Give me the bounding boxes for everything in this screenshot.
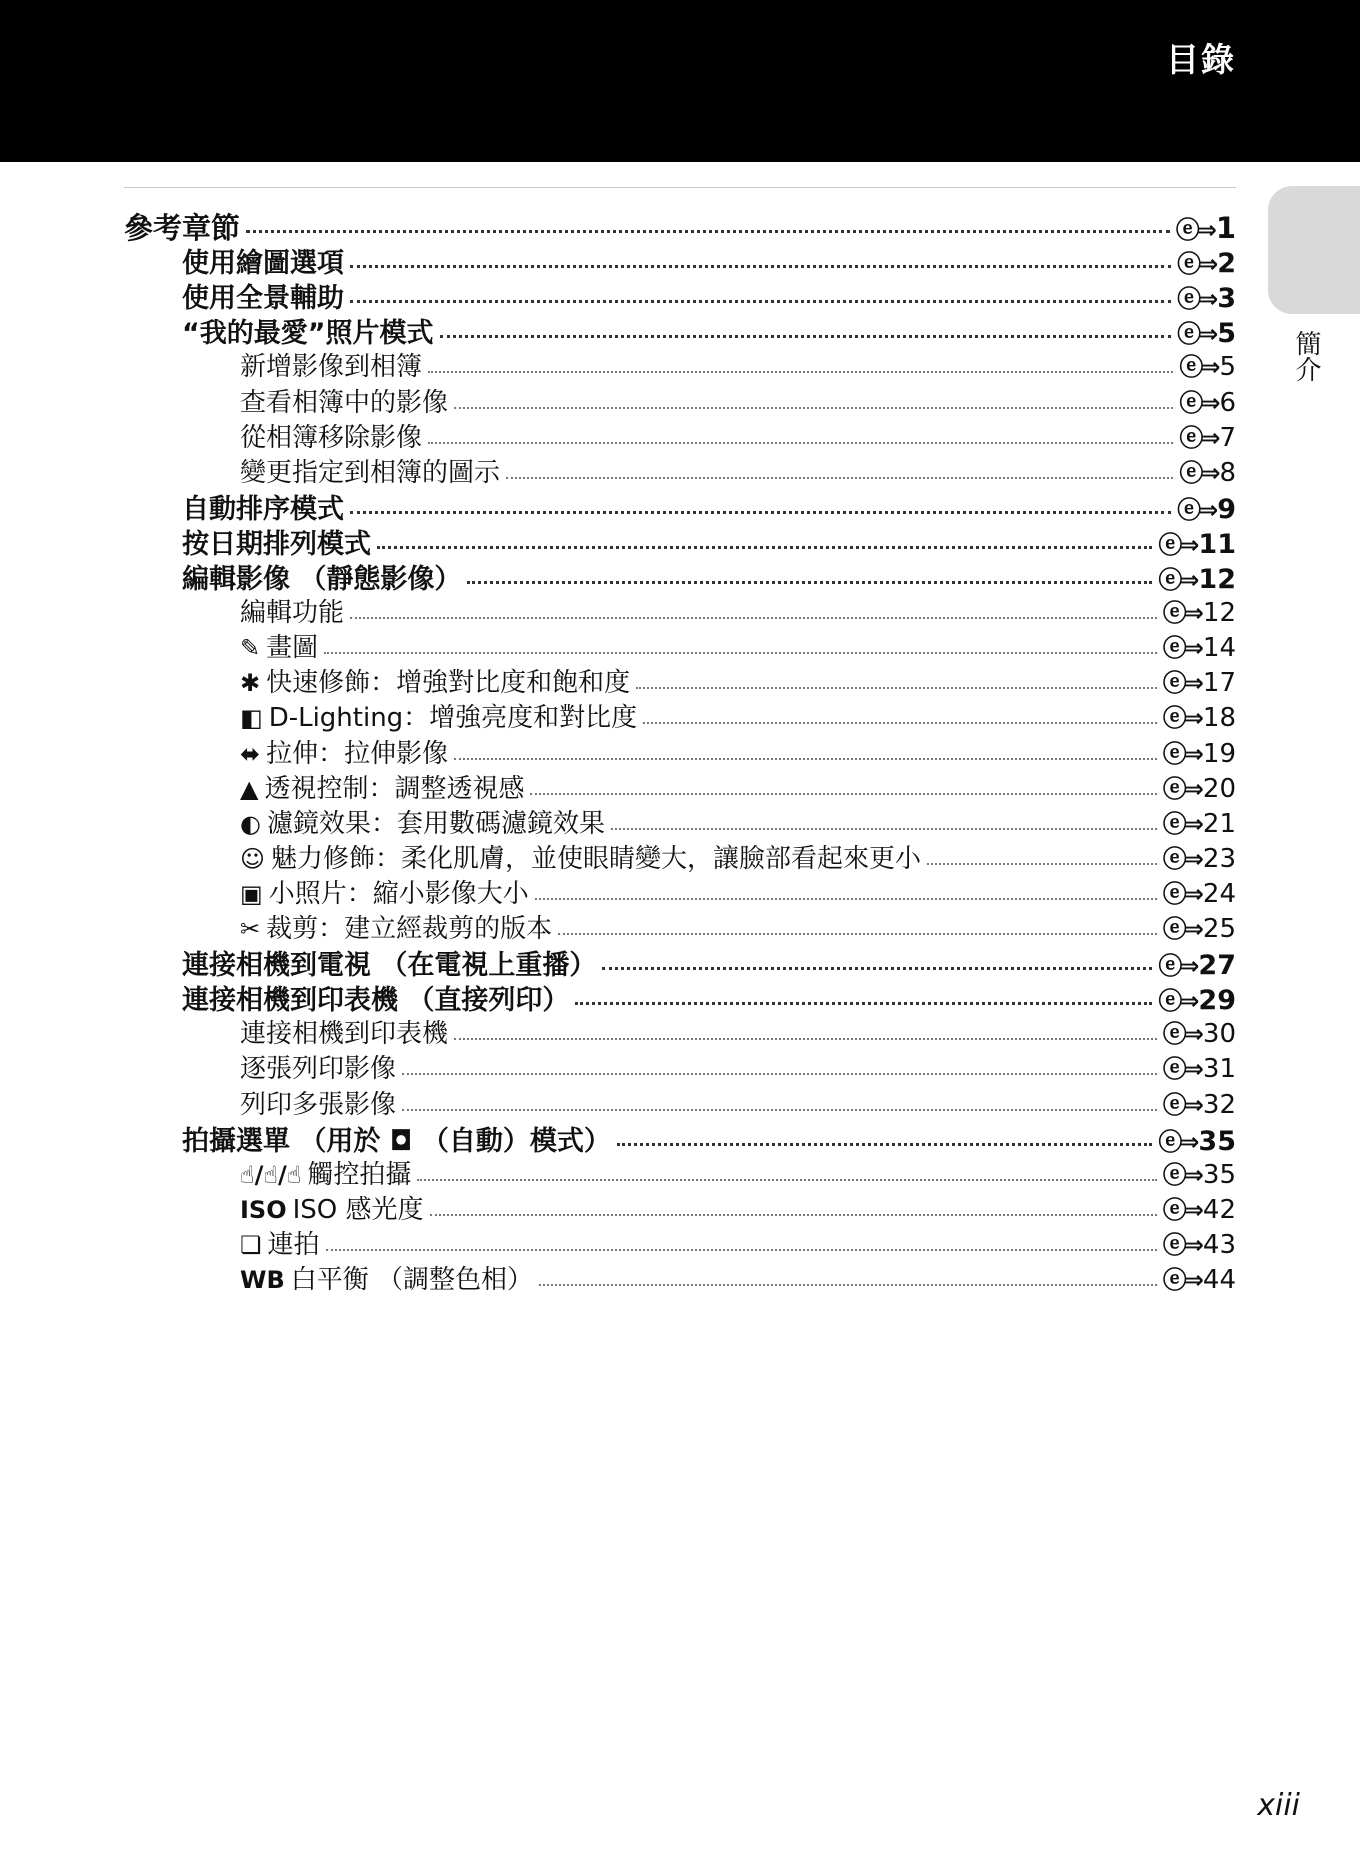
toc-page-number: 21 [1202,809,1236,839]
reference-section-icon: ⓔ⇒ [1158,1128,1197,1156]
toc-entry-page [1177,244,1236,279]
dot-leader [417,1175,1156,1181]
toc-entry-icon: ✱ [240,669,261,697]
toc-entry-page [1163,1225,1236,1260]
toc-page-number: 9 [1217,494,1236,525]
dot-leader [617,1139,1152,1146]
toc-entry[interactable] [182,487,1236,525]
toc-entry-title: 拍攝選單 （用於 ◘ （自動）模式） [182,1126,611,1157]
toc-page-number: 20 [1202,774,1236,804]
toc-entry[interactable] [240,733,1236,768]
toc-entry[interactable] [240,1013,1236,1048]
dot-leader [927,859,1157,865]
toc-page-number: 7 [1219,423,1236,453]
toc-entry[interactable] [182,241,1236,279]
toc-entry[interactable] [240,908,1236,943]
dot-leader [430,1210,1157,1216]
toc-entry-icon: ❏ [240,1231,262,1259]
toc-entry-page [1163,1190,1236,1225]
chapter-tab-label: 簡介 [1291,330,1321,382]
toc-entry[interactable] [240,382,1236,417]
reference-section-icon: ⓔ⇒ [1162,810,1201,838]
toc-entry-icon: ☺ [240,845,266,873]
toc-entry-page [1179,383,1236,418]
dot-leader [246,226,1170,233]
toc-entry-title: 自動排序模式 [182,494,344,525]
toc-entry[interactable] [240,838,1236,873]
toc-entry-title: 連接相機到印表機 （直接列印） [182,985,570,1016]
reference-section-icon: ⓔ⇒ [1162,1231,1201,1259]
toc-entry-page [1176,210,1236,245]
dot-leader [575,998,1152,1005]
toc-entry-title: “我的最愛”照片模式 [182,318,434,349]
toc-entry-title: 畫圖 [266,633,319,663]
toc-entry-page [1158,1122,1236,1157]
dot-leader [350,296,1171,303]
toc-page-number: 18 [1202,703,1236,733]
toc-entry[interactable] [240,873,1236,908]
dot-leader [454,754,1157,760]
toc-entry-page [1177,490,1236,525]
reference-section-icon: ⓔ⇒ [1162,634,1201,662]
toc-entry-icon: ✂ [240,915,261,943]
toc-entry-title: D-Lighting：增強亮度和對比度 [268,703,638,733]
toc-entry[interactable] [240,1048,1236,1083]
toc-entry-title: 濾鏡效果：套用數碼濾鏡效果 [266,809,605,839]
toc-entry[interactable] [240,803,1236,838]
toc-entry-title: 魅力修飾：柔化肌膚，並使眼睛變大，讓臉部看起來更小 [271,844,922,874]
toc-entry-icon: ▲ [240,775,259,803]
dot-leader [402,1105,1157,1111]
toc-entry-icon: ☝/☝/☝ [240,1161,302,1189]
toc-page-number: 2 [1217,248,1236,279]
toc-entry-title: 使用繪圖選項 [182,248,344,279]
toc-page-number: 44 [1202,1265,1236,1295]
dot-leader [377,542,1152,549]
toc-entry-page [1163,1155,1236,1190]
toc-entry-page [1163,593,1236,628]
reference-section-icon: ⓔ⇒ [1158,952,1197,980]
toc-page-number: 19 [1202,739,1236,769]
toc-entry-title: 白平衡 （調整色相） [290,1265,534,1295]
toc-entry-page [1179,418,1236,453]
reference-section-icon: ⓔ⇒ [1162,915,1201,943]
toc-entry[interactable] [182,311,1236,349]
toc-entry-title: 查看相簿中的影像 [240,388,449,418]
toc-entry[interactable] [240,1084,1236,1119]
reference-section-icon: ⓔ⇒ [1175,216,1214,244]
toc-entry-page [1163,734,1236,769]
toc-page-number: 35 [1202,1160,1236,1190]
toc-entry-title: 列印多張影像 [240,1090,397,1120]
toc-entry[interactable] [240,1259,1236,1294]
dot-leader [539,1280,1157,1286]
toc-entry-title: 從相簿移除影像 [240,423,423,453]
dot-leader [530,789,1156,795]
toc-entry-icon: ✎ [240,634,261,662]
dot-leader [467,577,1152,584]
toc-page-number: 12 [1202,598,1236,628]
dot-leader [428,367,1173,373]
toc-entry-title: ISO 感光度 [292,1195,424,1225]
toc-entry[interactable] [240,1224,1236,1259]
toc-page-number: 1 [1215,211,1236,245]
toc-entry-title: 變更指定到相簿的圖示 [240,458,501,488]
toc-page-number: 11 [1198,529,1236,560]
toc-entry-title: 裁剪：建立經裁剪的版本 [266,914,553,944]
chapter-tab[interactable] [1268,186,1360,314]
toc-entry-page [1158,525,1236,560]
toc-page-number: 30 [1202,1019,1236,1049]
toc-entry[interactable] [124,206,1236,245]
toc-page-number: 25 [1202,914,1236,944]
reference-section-icon: ⓔ⇒ [1177,285,1216,313]
toc-entry-page [1163,628,1236,663]
toc-entry-title: 編輯影像 （靜態影像） [182,564,462,595]
toc-page-number: 43 [1202,1230,1236,1260]
dot-leader [558,929,1157,935]
toc-entry-page [1163,839,1236,874]
toc-page-number: 8 [1219,458,1236,488]
dot-leader [636,683,1157,689]
reference-section-icon: ⓔ⇒ [1162,1055,1201,1083]
reference-section-icon: ⓔ⇒ [1162,1020,1201,1048]
toc-entry-title: 連接相機到電視 （在電視上重播） [182,950,597,981]
toc-entry-icon: ◧ [240,704,263,732]
header-bar [0,0,1360,162]
toc-page-number: 5 [1219,352,1236,382]
toc-page-number: 17 [1202,668,1236,698]
toc-page-number: 3 [1217,283,1236,314]
reference-section-icon: ⓔ⇒ [1162,599,1201,627]
toc-entry[interactable] [182,276,1236,314]
reference-section-icon: ⓔ⇒ [1162,775,1201,803]
dot-leader [350,613,1157,619]
dot-leader [506,473,1173,479]
toc-entry-title: 連拍 [267,1230,320,1260]
toc-entry[interactable] [240,697,1236,732]
toc-entry[interactable] [182,978,1236,1016]
toc-entry-page [1163,1085,1236,1120]
toc-entry-page [1158,981,1236,1016]
toc-entry-page [1158,560,1236,595]
reference-section-icon: ⓔ⇒ [1179,459,1218,487]
reference-section-icon: ⓔ⇒ [1158,987,1197,1015]
toc-entry-page [1163,769,1236,804]
toc-entry[interactable] [240,768,1236,803]
dot-leader [454,403,1173,409]
reference-section-icon: ⓔ⇒ [1162,1266,1201,1294]
reference-section-icon: ⓔ⇒ [1177,250,1216,278]
reference-section-icon: ⓔ⇒ [1162,1091,1201,1119]
toc-entry-page [1158,946,1236,981]
toc-entry-page [1163,804,1236,839]
toc-entry-icon: WB [240,1266,285,1294]
reference-section-icon: ⓔ⇒ [1177,320,1216,348]
dot-leader [535,894,1157,900]
reference-section-icon: ⓔ⇒ [1162,1196,1201,1224]
dot-leader [350,261,1171,268]
page-number: xiii [1257,1788,1300,1823]
toc-entry-title: 逐張列印影像 [240,1054,397,1084]
toc-entry[interactable] [182,943,1236,981]
reference-section-icon: ⓔ⇒ [1162,669,1201,697]
toc-entry-title: 觸控拍攝 [307,1160,412,1190]
toc-entry-page [1179,453,1236,488]
toc-entry-page [1163,1014,1236,1049]
page-title: 目錄 [1166,40,1236,79]
toc-entry[interactable] [240,452,1236,487]
toc-entry-title: 拉伸：拉伸影像 [266,739,449,769]
toc-entry[interactable] [182,522,1236,560]
toc-entry-page [1177,279,1236,314]
toc-entry[interactable] [240,417,1236,452]
reference-section-icon: ⓔ⇒ [1162,845,1201,873]
reference-section-icon: ⓔ⇒ [1179,424,1218,452]
toc-entry-title: 小照片：縮小影像大小 [268,879,529,909]
reference-section-icon: ⓔ⇒ [1177,496,1216,524]
toc-page-number: 29 [1198,985,1236,1016]
reference-section-icon: ⓔ⇒ [1162,740,1201,768]
toc-entry[interactable] [240,592,1236,627]
toc-entry[interactable] [182,557,1236,595]
toc-page-number: 6 [1219,388,1236,418]
toc-page-number: 24 [1202,879,1236,909]
toc-entry-page [1163,909,1236,944]
toc-entry-title: 按日期排列模式 [182,529,371,560]
reference-section-icon: ⓔ⇒ [1179,389,1218,417]
toc-page-number: 31 [1202,1054,1236,1084]
dot-leader [428,438,1173,444]
toc-page-number: 14 [1202,633,1236,663]
toc-entry-page [1163,663,1236,698]
dot-leader [611,824,1157,830]
toc-entry[interactable] [240,346,1236,381]
toc-entry-title: 新增影像到相簿 [240,352,423,382]
dot-leader [350,507,1171,514]
toc-entry-title: 連接相機到印表機 [240,1019,449,1049]
toc-entry[interactable] [240,662,1236,697]
reference-section-icon: ⓔ⇒ [1158,566,1197,594]
dot-leader [454,1034,1157,1040]
dot-leader [402,1069,1157,1075]
reference-section-icon: ⓔ⇒ [1162,704,1201,732]
toc-entry-icon: ▣ [240,880,263,908]
toc-page-number: 5 [1217,318,1236,349]
toc-entry-title: 透視控制：調整透視感 [264,774,525,804]
toc-page-number: 23 [1202,844,1236,874]
toc-entry[interactable] [240,627,1236,662]
toc-page-number: 27 [1198,950,1236,981]
divider [124,187,1236,188]
toc-entry-page [1163,698,1236,733]
toc-entry-page [1163,1049,1236,1084]
toc-page-number: 42 [1202,1195,1236,1225]
toc-entry-page [1177,314,1236,349]
toc-entry-page [1179,347,1236,382]
toc-entry-page [1163,874,1236,909]
toc-entry[interactable] [240,1189,1236,1224]
toc-entry-icon: ISO [240,1196,287,1224]
toc-entry-title: 快速修飾：增強對比度和飽和度 [266,668,631,698]
dot-leader [643,718,1157,724]
toc-page-number: 32 [1202,1090,1236,1120]
toc-entry-icon: ◐ [240,810,261,838]
reference-section-icon: ⓔ⇒ [1179,353,1218,381]
toc-entry[interactable] [182,1119,1236,1157]
toc-page-number: 35 [1198,1126,1236,1157]
dot-leader [602,963,1152,970]
toc-page-number: 12 [1198,564,1236,595]
toc-entry-title: 使用全景輔助 [182,283,344,314]
toc-entry-title: 參考章節 [124,211,241,245]
dot-leader [324,648,1157,654]
toc-entry-title: 編輯功能 [240,598,345,628]
toc-entry-icon: ⬌ [240,740,261,768]
reference-section-icon: ⓔ⇒ [1158,531,1197,559]
reference-section-icon: ⓔ⇒ [1162,880,1201,908]
toc-entry[interactable] [240,1154,1236,1189]
dot-leader [326,1245,1157,1251]
reference-section-icon: ⓔ⇒ [1162,1161,1201,1189]
toc-entry-page [1163,1260,1236,1295]
dot-leader [440,331,1172,338]
